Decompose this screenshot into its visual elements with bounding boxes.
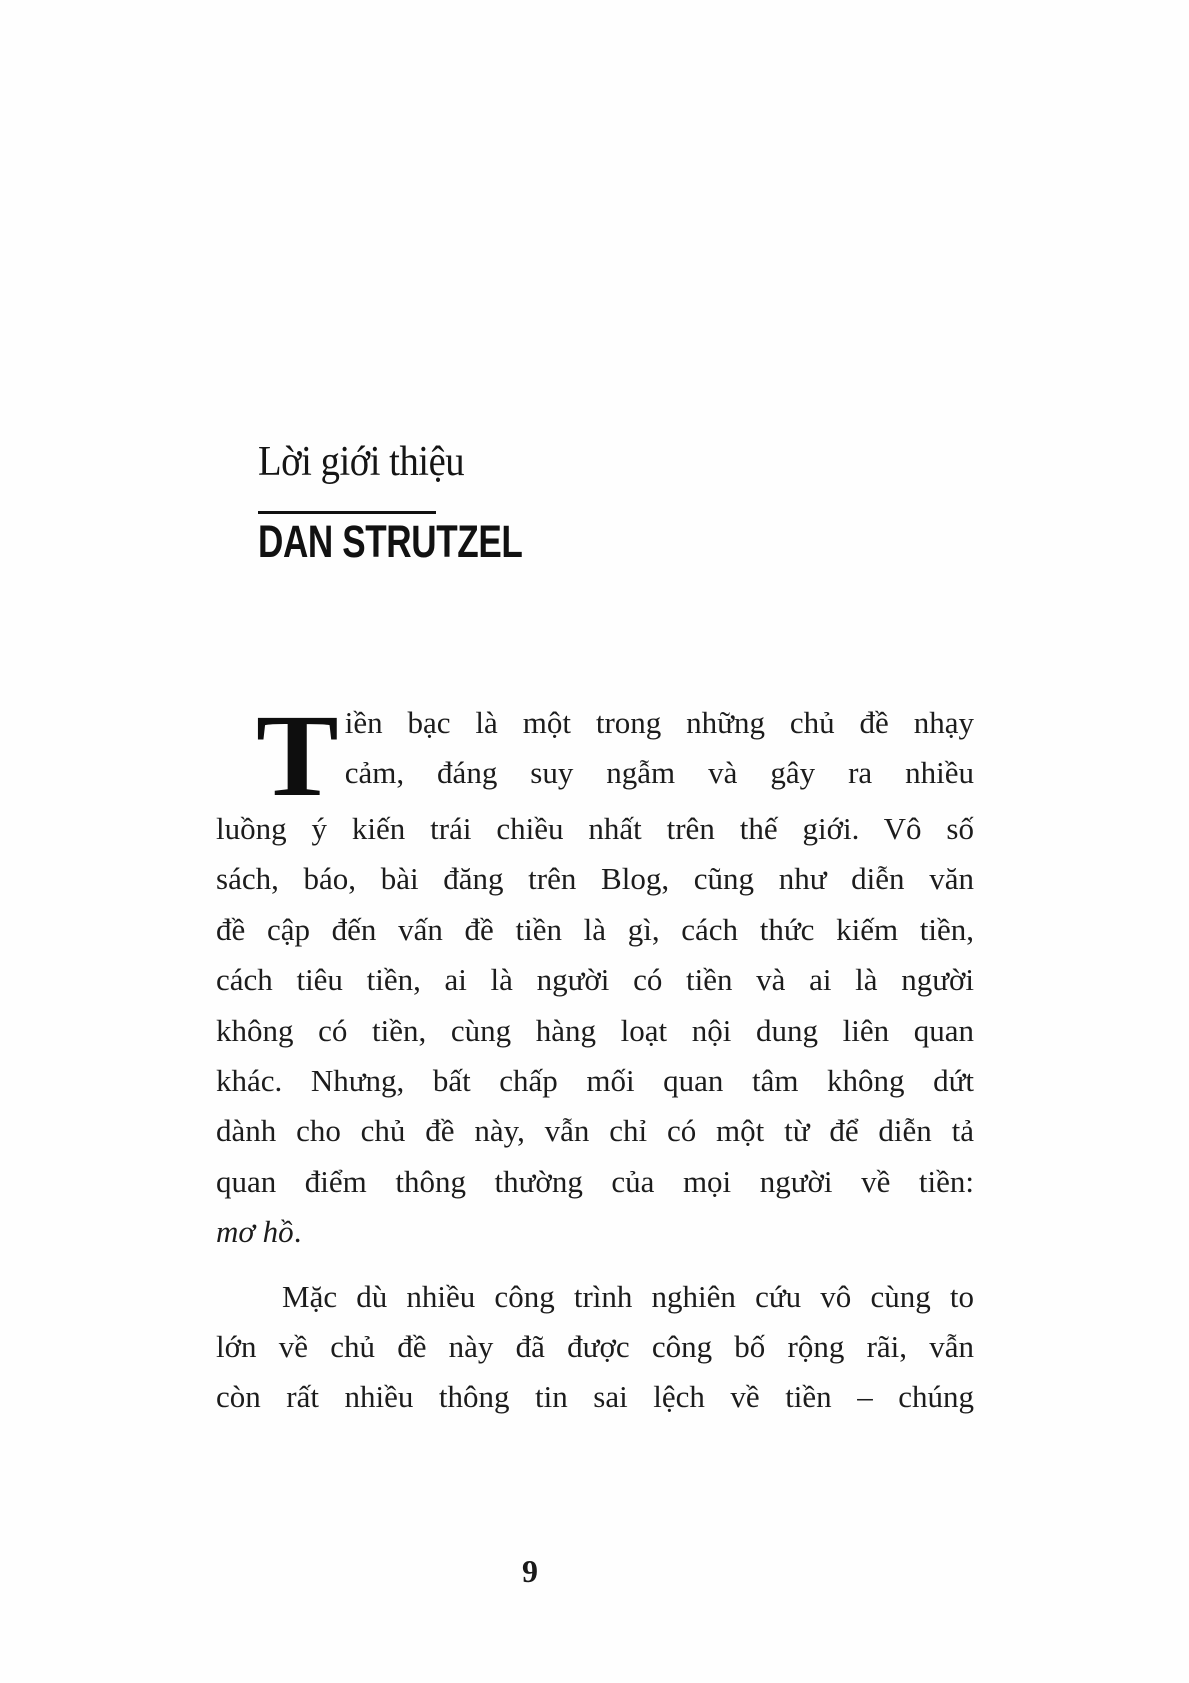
text-line-last <box>216 1207 974 1257</box>
text-line: đề cập đến vấn đề tiền là gì, cách thức kiếm tiền, <box>216 911 974 947</box>
text-line: còn rất nhiều thông tin sai lệch về tiền – chúng <box>216 1379 974 1415</box>
paragraph-2 <box>216 1272 974 1423</box>
drop-cap: T <box>256 690 339 821</box>
text-line: sách, báo, bài đăng trên Blog, cũng như diễn văn <box>216 861 974 897</box>
text-line: cảm, đáng suy ngẫm và gây ra nhiều <box>344 755 974 791</box>
chapter-label: Lời giới thiệu <box>258 439 465 485</box>
period: . <box>293 1214 302 1250</box>
emphasis-text: mơ hồ <box>216 1214 294 1250</box>
text-line: dành cho chủ đề này, vẫn chỉ có một từ để diễn tả <box>216 1113 974 1149</box>
text-line: không có tiền, cùng hàng loạt nội dung liên quan <box>216 1012 974 1048</box>
page-number: 9 <box>522 1553 538 1589</box>
text-line: luồng ý kiến trái chiều nhất trên thế giới. Vô số <box>216 811 974 846</box>
text-line: quan điểm thông thường của mọi người về tiền: <box>216 1163 974 1199</box>
text-line: cách tiêu tiền, ai là người có tiền và ai là người <box>216 962 974 998</box>
text-line: lớn về chủ đề này đã được công bố rộng rãi, vẫn <box>216 1329 974 1365</box>
text-line: khác. Nhưng, bất chấp mối quan tâm không dứt <box>216 1063 974 1099</box>
text-line: iền bạc là một trong những chủ đề nhạy <box>344 705 974 740</box>
paragraph-1 <box>216 690 974 1258</box>
text-line: Mặc dù nhiều công trình nghiên cứu vô cùng to <box>282 1278 974 1314</box>
body-text <box>216 690 974 1423</box>
chapter-underline <box>258 511 436 514</box>
author-name: DAN STRUTZEL <box>258 516 523 567</box>
